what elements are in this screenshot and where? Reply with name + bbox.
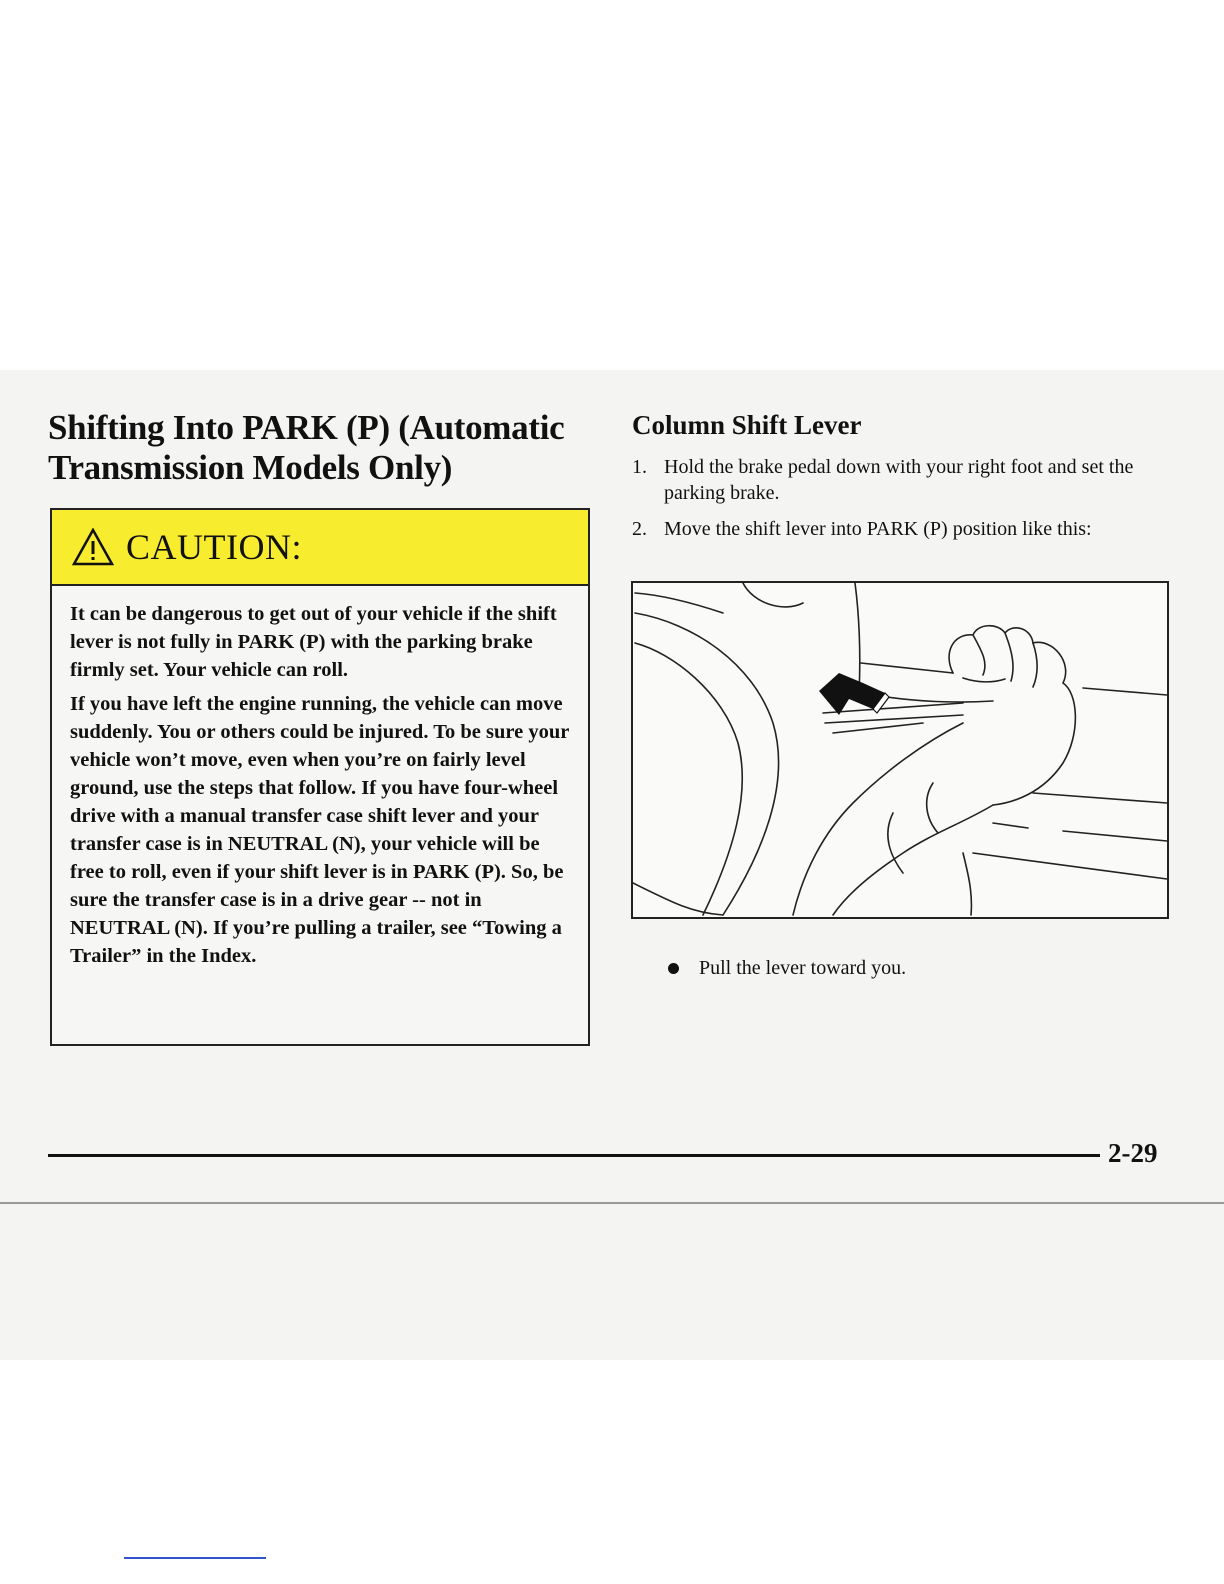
bullet-text: Pull the lever toward you. [699,957,907,979]
caution-box [50,508,590,1046]
warning-triangle-icon [72,528,114,566]
steps-list [632,454,1172,552]
step-item [632,516,1172,542]
bullet-item [668,957,906,980]
divider [124,1557,266,1559]
step-number: 1. [632,456,647,478]
section-heading: Shifting Into PARK (P) (Automatic Transmission Models Only) [48,408,565,487]
bullet-icon [668,963,679,974]
step-text: Hold the brake pedal down with your right foot and set the parking brake. [664,456,1134,504]
caution-body [52,586,588,970]
caution-paragraph: If you have left the engine running, the vehicle can move suddenly. You or others could be injured. To be sure your vehicle won’t move, even when you’re on fairly level ground, use the steps that follow. If you have four-wheel drive with a manual transfer case shift lever and your transfer case is in NEUTRAL (N), your vehicle will be free to roll, even if your shift lever is in PARK (P). So, be sure the transfer case is in a drive gear -- not in NEUTRAL (N). If you’re pulling a trailer, see “Towing a Trailer” in the Index. [70,693,569,967]
caution-header [52,510,588,586]
hand-on-lever-drawing [633,583,1167,917]
divider [0,1202,1224,1204]
caution-paragraph: It can be dangerous to get out of your vehicle if the shift lever is not fully in PARK (P) with the parking brake firmly set. Your vehicle can roll. [70,603,557,681]
step-text: Move the shift lever into PARK (P) position like this: [664,518,1092,540]
step-item [632,454,1172,506]
subsection-heading: Column Shift Lever [632,410,862,440]
arrow-icon [819,673,889,715]
step-number: 2. [632,518,647,540]
footer-rule [48,1154,1100,1157]
caution-label: CAUTION: [126,527,302,567]
page-number: 2-29 [1108,1138,1158,1168]
shift-lever-illustration [631,581,1169,919]
